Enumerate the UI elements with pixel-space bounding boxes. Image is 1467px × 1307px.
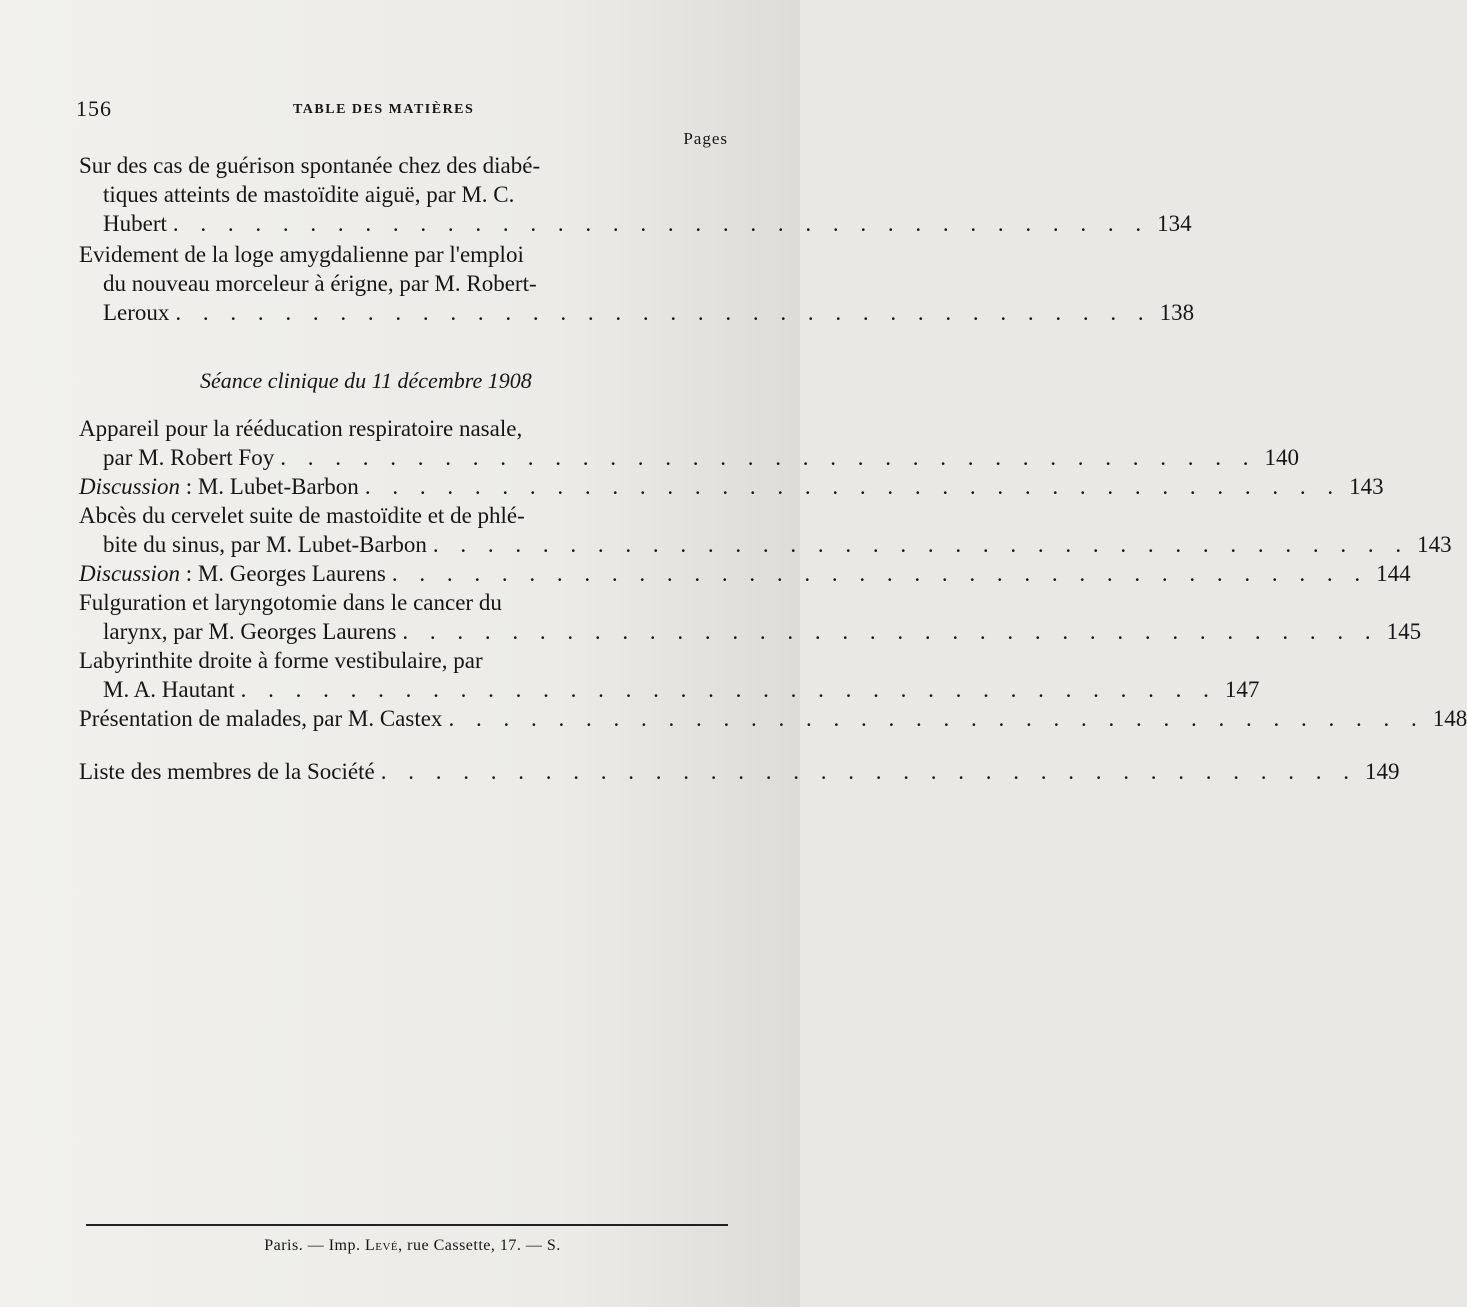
entry-text: M. A. Hautant — [103, 677, 235, 702]
entry-text-rest: : M. Georges Laurens — [179, 561, 386, 586]
toc-entry — [79, 646, 1260, 704]
entry-page: 143 — [1417, 532, 1452, 557]
entry-text-rest: : M. Lubet-Barbon — [179, 474, 359, 499]
footer-rule — [86, 1224, 728, 1226]
entry-text: Hubert — [103, 211, 167, 236]
toc-entry — [79, 559, 1411, 588]
entry-text — [79, 559, 386, 588]
dot-leader: . . . . . . . . . . . . . . . . . . . . . . . . . . . . . . . . . . . . — [280, 445, 1257, 470]
footer-dash: — Imp. — [303, 1237, 365, 1254]
dot-leader: . . . . . . . . . . . . . . . . . . . . . . . . . . . . . . . . . . . . — [432, 532, 1410, 557]
discussion-label: Discussion — [79, 561, 180, 586]
entry-last-line — [79, 675, 1260, 704]
dot-leader: . . . . . . . . . . . . . . . . . . . . . . . . . . . . . . . . . . . . — [391, 561, 1369, 586]
toc-entry — [79, 501, 1452, 559]
entry-last-line — [79, 757, 1400, 786]
entry-text: Leroux — [103, 300, 170, 325]
entry-page: 148 — [1432, 706, 1467, 731]
page-header — [76, 96, 728, 126]
entry-page: 144 — [1376, 561, 1411, 586]
entry-last-line — [79, 443, 1299, 472]
entry-text: larynx, par M. Georges Laurens — [103, 619, 397, 644]
printer-footer — [0, 1237, 800, 1255]
dot-leader: . . . . . . . . . . . . . . . . . . . . . . . . . . . . . . . . . . . . — [380, 759, 1357, 784]
entry-text — [79, 472, 359, 501]
entry-line: Labyrinthite droite à forme vestibulaire, par — [79, 648, 483, 673]
entry-text: Présentation de malades, par M. Castex — [79, 706, 443, 731]
entry-text: Liste des membres de la Société — [79, 759, 375, 784]
section-heading: Séance clinique du 11 décembre 1908 — [200, 368, 532, 393]
discussion-label: Discussion — [79, 474, 180, 499]
entry-text: bite du sinus, par M. Lubet-Barbon — [103, 532, 427, 557]
toc-entry — [79, 472, 1384, 501]
pages-column-label: Pages — [683, 129, 728, 148]
entry-line: Evidement de la loge amygdalienne par l'emploi — [79, 242, 524, 267]
entry-last-line — [79, 704, 1467, 733]
entry-last-line — [79, 559, 1411, 588]
entry-text: par M. Robert Foy — [103, 445, 275, 470]
entry-page: 149 — [1364, 759, 1400, 784]
entry-page: 147 — [1224, 677, 1260, 702]
entry-last-line — [79, 298, 1195, 327]
entry-line: tiques atteints de mastoïdite aiguë, par M. C. — [103, 182, 515, 207]
toc-entry — [79, 757, 1400, 786]
entry-page: 143 — [1349, 474, 1384, 499]
entry-last-line — [79, 530, 1452, 559]
toc-entry — [79, 414, 1299, 472]
toc-entry — [79, 240, 1195, 327]
dot-leader: . . . . . . . . . . . . . . . . . . . . . . . . . . . . . . . . . . . . — [448, 706, 1425, 731]
entry-line: Abcès du cervelet suite de mastoïdite et de phlé- — [79, 503, 525, 528]
entry-page: 140 — [1264, 445, 1299, 470]
toc-entry — [79, 704, 1467, 733]
toc-entry — [79, 151, 1192, 238]
dot-leader: . . . . . . . . . . . . . . . . . . . . . . . . . . . . . . . . . . . . — [364, 474, 1342, 499]
footer-city: Paris. — [264, 1237, 304, 1254]
page-number: 156 — [76, 96, 112, 121]
footer-printer: Levé — [364, 1237, 399, 1254]
dot-leader: . . . . . . . . . . . . . . . . . . . . . . . . . . . . . . . . . . . . — [402, 619, 1379, 644]
entry-page: 134 — [1157, 211, 1192, 236]
entry-line: Appareil pour la rééducation respiratoire nasale, — [79, 416, 523, 441]
dot-leader: . . . . . . . . . . . . . . . . . . . . . . . . . . . . . . . . . . . . — [240, 677, 1217, 702]
entry-line: Fulguration et laryngotomie dans le cancer du — [79, 590, 502, 615]
toc-entry — [79, 588, 1422, 646]
entry-page: 145 — [1386, 619, 1422, 644]
entry-page: 138 — [1159, 300, 1195, 325]
entry-line: Sur des cas de guérison spontanée chez des diabé- — [79, 153, 541, 178]
dot-leader: . . . . . . . . . . . . . . . . . . . . . . . . . . . . . . . . . . . . — [172, 211, 1150, 236]
entry-last-line — [79, 472, 1384, 501]
running-title: TABLE DES MATIÈRES — [293, 102, 475, 117]
dot-leader: . . . . . . . . . . . . . . . . . . . . . . . . . . . . . . . . . . . . — [175, 300, 1152, 325]
entry-line: du nouveau morceleur à érigne, par M. Robert- — [103, 271, 537, 296]
entry-last-line — [79, 617, 1422, 646]
entry-last-line — [79, 209, 1192, 238]
footer-address: , rue Cassette, 17. — S. — [398, 1237, 561, 1254]
